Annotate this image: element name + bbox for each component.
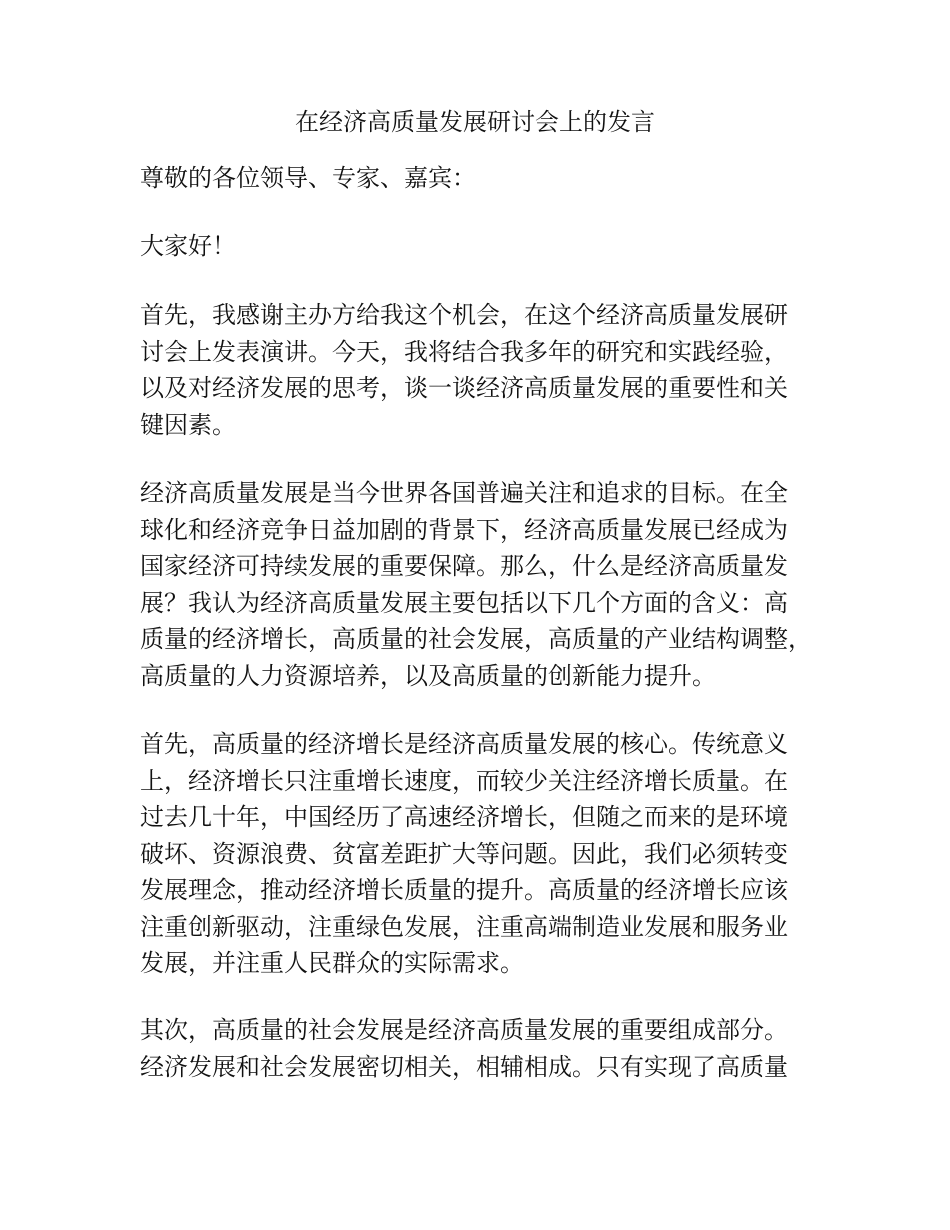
paragraph-line: 首先，我感谢主办方给我这个机会，在这个经济高质量发展研 xyxy=(140,301,788,329)
paragraph-3 xyxy=(140,726,830,982)
paragraph-line: 发展，并注重人民群众的实际需求。 xyxy=(140,949,524,977)
paragraph-line: 其次，高质量的社会发展是经济高质量发展的重要组成部分。 xyxy=(140,1016,788,1044)
paragraph-1 xyxy=(140,297,830,443)
paragraph-line: 经济高质量发展是当今世界各国普遍关注和追求的目标。在全 xyxy=(140,479,788,507)
paragraph-line: 讨会上发表演讲。今天，我将结合我多年的研究和实践经验， xyxy=(140,337,788,366)
paragraph-4 xyxy=(140,1012,830,1085)
paragraph-line: 以及对经济发展的思考，谈一谈经济高质量发展的重要性和关 xyxy=(140,374,788,402)
greeting: 大家好！ xyxy=(140,232,236,260)
paragraph-line: 上，经济增长只注重增长速度，而较少关注经济增长质量。在 xyxy=(140,766,788,795)
paragraph-line: 展？我认为经济高质量发展主要包括以下几个方面的含义：高 xyxy=(140,588,788,617)
paragraph-line: 键因素。 xyxy=(140,410,236,439)
paragraph-line: 注重创新驱动，注重绿色发展，注重高端制造业发展和服务业 xyxy=(140,912,788,941)
paragraph-line: 发展理念，推动经济增长质量的提升。高质量的经济增长应该 xyxy=(140,876,788,904)
paragraph-line: 经济发展和社会发展密切相关，相辅相成。只有实现了高质量 xyxy=(140,1052,788,1081)
paragraph-line: 过去几十年，中国经历了高速经济增长，但随之而来的是环境 xyxy=(140,803,788,831)
paragraph-line: 破坏、资源浪费、贫富差距扩大等问题。因此，我们必须转变 xyxy=(140,839,788,868)
paragraph-line: 高质量的人力资源培养，以及高质量的创新能力提升。 xyxy=(140,661,716,690)
paragraph-2 xyxy=(140,475,830,694)
paragraph-line: 质量的经济增长，高质量的社会发展，高质量的产业结构调整， xyxy=(140,625,812,653)
paragraph-line: 国家经济可持续发展的重要保障。那么，什么是经济高质量发 xyxy=(140,552,788,580)
paragraph-line: 球化和经济竞争日益加剧的背景下，经济高质量发展已经成为 xyxy=(140,515,788,544)
paragraph-line: 首先，高质量的经济增长是经济高质量发展的核心。传统意义 xyxy=(140,730,788,758)
salutation: 尊敬的各位领导、专家、嘉宾： xyxy=(140,164,476,192)
document-title: 在经济高质量发展研讨会上的发言 xyxy=(295,108,655,136)
